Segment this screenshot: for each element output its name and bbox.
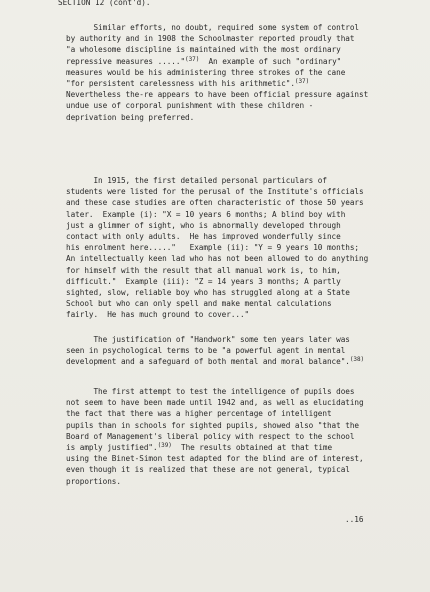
text-line [66,186,368,197]
text-line [66,442,364,453]
text-line [66,175,368,186]
footnote-reference: (37) [294,78,310,86]
line-text: The justification of "Handwork" some ten years later was [66,335,350,344]
text-line [66,33,368,44]
line-text: by authority and in 1908 the Schoolmaster reported proudly that [66,34,355,44]
line-text: development and a safeguard of both mental and moral balance". [66,357,350,367]
line-text: deprivation being preferred. [66,112,195,122]
line-text: later. Example (i): "X = 10 years 6 months; A blind boy with [66,209,346,219]
text-line [66,309,368,320]
text-line [66,476,364,487]
line-text: proportions. [66,476,121,486]
line-text: Similar efforts, no doubt, required some system of control [66,23,360,32]
line-text: just a glimmer of sight, who is abnormally developed through [66,220,341,230]
paragraph-discipline [66,22,368,123]
line-text-continued: The results obtained at that time [171,443,333,453]
text-line [66,197,368,208]
line-text: In 1915, the first detailed personal particulars of [66,176,327,185]
line-text: is amply justified". [66,443,158,453]
line-text: for himself with the result that all manual work is, to him, [66,265,341,275]
line-text: pupils than in schools for sighted pupils, showed also "that the [66,420,360,430]
line-text: School but who can only spell and make mental calculations [66,299,332,309]
text-line [66,464,364,475]
text-line [66,420,364,431]
text-line [66,334,364,345]
line-text: seen in psychological terms to be "a powerful agent in mental [66,346,346,356]
text-line [66,22,368,33]
text-line [66,209,368,220]
text-line [66,453,364,464]
line-text: An intellectually keen lad who has not been allowed to do anything [66,254,369,264]
text-line [66,386,364,397]
text-line [66,100,368,111]
text-line [66,112,368,123]
text-line [66,89,368,100]
text-line [66,397,364,408]
text-line [66,345,364,356]
text-line [66,408,364,419]
text-line [66,67,368,78]
text-line [66,231,368,242]
line-text: sighted, slow, reliable boy who has struggled along at a State [66,288,350,298]
text-line [66,220,368,231]
text-line [66,356,364,367]
line-text: Nevertheless the-re appears to have been official pressure against [66,90,369,100]
text-line [66,298,368,309]
paragraph-handwork [66,334,364,368]
paragraph-intelligence-testing [66,386,364,487]
section-header: SECTION 12 (cont'd). [58,0,151,7]
text-line [66,431,364,442]
line-text-continued: An example of such "ordinary" [199,56,342,66]
line-text: Board of Management's liberal policy with respect to the school [66,431,355,441]
line-text: fairly. He has much ground to cover..." [66,310,250,320]
line-text: his enrolment here....." Example (ii): "Y = 9 years 10 months; [66,243,360,253]
text-line [66,265,368,276]
text-line [66,276,368,287]
line-text: The first attempt to test the intelligence of pupils does [66,387,355,396]
line-text: and these case studies are often characteristic of those 50 years [66,198,364,208]
line-text: contact with only adults. He has improved wonderfully since [66,232,341,242]
line-text: repressive measures ....." [66,56,186,66]
footnote-reference: (38) [349,356,365,364]
line-text: "for persistent carelessness with his arithmetic". [66,79,295,89]
footnote-reference: (39) [157,442,172,450]
paragraph-case-studies [66,175,368,321]
text-line [66,253,368,264]
line-text: difficult." Example (iii): "Z = 14 years 3 months; A partly [66,276,341,286]
line-text: using the Binet-Simon test adapted for the blind are of interest, [66,454,364,464]
line-text: students were listed for the perusal of the Institute's officials [66,187,364,197]
text-line [66,287,368,298]
text-line [66,78,368,89]
line-text: measures would be his administering three strokes of the cane [66,67,346,77]
text-line [66,44,368,55]
line-text: even though it is realized that these are not general, typical [66,465,350,475]
line-text: the fact that there was a higher percentage of intelligent [66,409,332,419]
line-text: undue use of corporal punishment with these children - [66,101,314,111]
text-line [66,56,368,67]
text-line [66,242,368,253]
line-text: "a wholesome discipline is maintained with the most ordinary [66,45,341,55]
page-number: ..16 [345,515,364,524]
footnote-reference: (37) [185,55,200,63]
line-text: not seem to have been made until 1942 and, as well as elucidating [66,398,364,408]
